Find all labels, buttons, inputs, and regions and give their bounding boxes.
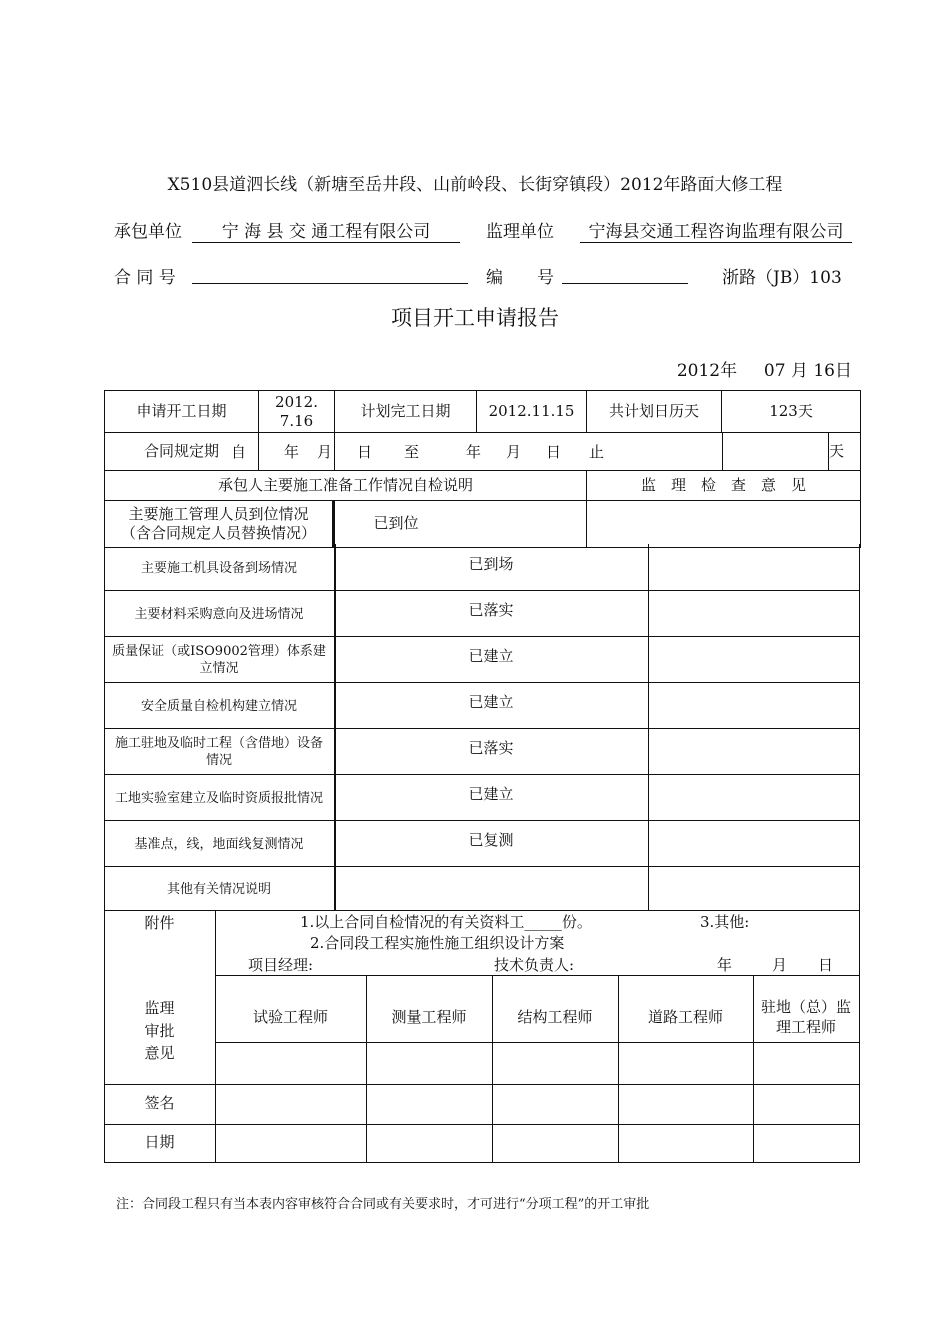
table-rule bbox=[104, 682, 860, 683]
self-check-header: 承包人主要施工准备工作情况自检说明 bbox=[105, 471, 587, 501]
table-rule bbox=[104, 774, 105, 821]
table-rule bbox=[859, 544, 860, 591]
table-rule bbox=[366, 975, 367, 1162]
table-rule bbox=[859, 728, 860, 775]
table-rule bbox=[492, 975, 493, 1162]
supervision-header: 监 理 检 查 意 见 bbox=[587, 471, 861, 501]
section-header-row bbox=[105, 471, 861, 501]
checklist-status: 已到位 bbox=[373, 514, 419, 532]
contract-no-label: 合 同 号 bbox=[114, 268, 176, 288]
checklist-item: 基准点，线，地面线复测情况 bbox=[134, 836, 304, 852]
table-rule bbox=[859, 636, 860, 683]
serial-field bbox=[562, 263, 688, 284]
apply-date-label: 申请开工日期 bbox=[105, 391, 259, 432]
supervisor-value: 宁海县交通工程咨询监理有限公司 bbox=[580, 217, 852, 243]
attachment-label: 附件 bbox=[144, 914, 175, 932]
table-rule bbox=[104, 636, 860, 637]
contract-period-label: 合同规定期 bbox=[105, 433, 259, 470]
table-rule bbox=[648, 636, 649, 683]
table-rule bbox=[104, 728, 860, 729]
checklist-status: 已建立 bbox=[468, 693, 514, 711]
checklist-item: 主要施工机具设备到场情况 bbox=[140, 560, 297, 576]
checklist-status: 已复测 bbox=[468, 831, 514, 849]
contract-no-field bbox=[192, 263, 468, 284]
table-rule bbox=[104, 774, 860, 775]
table-rule bbox=[859, 590, 860, 637]
apply-date-value: 2012. 7.16 bbox=[275, 392, 318, 430]
checklist-item: 质量保证（或ISO9002管理）体系建 立情况 bbox=[112, 644, 326, 676]
table-rule bbox=[104, 866, 105, 911]
contractor-value: 宁 海 县 交 通工程有限公司 bbox=[192, 217, 460, 243]
table-rule bbox=[648, 590, 649, 637]
table-rule bbox=[104, 590, 105, 637]
plan-date-value: 2012.11.15 bbox=[488, 402, 575, 421]
report-date bbox=[677, 356, 852, 381]
table-rule bbox=[104, 1124, 860, 1125]
table-rule bbox=[859, 774, 860, 821]
report-date-month: 07 月 bbox=[763, 361, 808, 381]
table-rule bbox=[215, 1042, 860, 1043]
report-date-year: 2012年 bbox=[676, 361, 738, 381]
table-rule bbox=[648, 774, 649, 821]
attachment-year: 年 bbox=[717, 956, 733, 974]
footnote: 注：合同段工程只有当本表内容审核符合合同或有关要求时，才可进行“分项工程”的开工审批 bbox=[116, 1197, 650, 1212]
total-days-value: 123天 bbox=[769, 402, 813, 421]
checklist-status: 已建立 bbox=[468, 785, 514, 803]
approver-role: 测量工程师 bbox=[391, 1008, 467, 1026]
contractor-label: 承包单位 bbox=[114, 222, 182, 242]
table-rule bbox=[104, 820, 860, 821]
table-rule bbox=[104, 544, 105, 591]
tech-lead-label: 技术负责人: bbox=[494, 956, 575, 974]
plan-date-label: 计划完工日期 bbox=[335, 391, 477, 432]
table-rule bbox=[104, 866, 860, 867]
project-title: X510县道泗长线（新塘至岳井段、山前岭段、长街穿镇段）2012年路面大修工程 bbox=[167, 175, 783, 195]
checklist-status: 已建立 bbox=[468, 647, 514, 665]
table-rule bbox=[859, 682, 860, 729]
approver-role: 试验工程师 bbox=[252, 1008, 328, 1026]
sign-label: 签名 bbox=[144, 1094, 175, 1112]
table-rule bbox=[104, 820, 105, 867]
table-rule bbox=[104, 728, 105, 775]
supervisor-label: 监理单位 bbox=[486, 222, 554, 242]
checklist-row bbox=[105, 501, 861, 548]
approver-role: 驻地（总）监 理工程师 bbox=[760, 998, 851, 1036]
attachment-month: 月 bbox=[772, 956, 788, 974]
checklist-item: 其他有关情况说明 bbox=[166, 881, 271, 897]
date-label: 日期 bbox=[144, 1133, 175, 1151]
table-rule bbox=[104, 1084, 860, 1085]
contract-days-unit: 天 bbox=[829, 442, 845, 461]
checklist-item: 安全质量自检机构建立情况 bbox=[140, 698, 297, 714]
checklist-item: 施工驻地及临时工程（含借地）设备 情况 bbox=[114, 736, 323, 768]
approver-role: 道路工程师 bbox=[647, 1008, 723, 1026]
table-rule bbox=[104, 910, 860, 911]
checklist-status: 已落实 bbox=[468, 601, 514, 619]
table-rule bbox=[648, 728, 649, 775]
table-rule bbox=[648, 544, 649, 591]
attachment-line2: 2.合同段工程实施性施工组织设计方案 bbox=[310, 934, 565, 952]
approver-role: 结构工程师 bbox=[517, 1008, 593, 1026]
project-manager-label: 项目经理: bbox=[248, 956, 314, 974]
approval-label: 监理 审批 意见 bbox=[144, 999, 175, 1062]
attachment-day: 日 bbox=[818, 956, 834, 974]
application-form-table bbox=[104, 390, 861, 548]
table-rule bbox=[104, 682, 105, 729]
report-date-day: 16日 bbox=[813, 361, 852, 381]
table-rule bbox=[859, 820, 860, 867]
table-rule bbox=[859, 866, 860, 911]
checklist-item: 工地实验室建立及临时资质报批情况 bbox=[114, 790, 323, 806]
contract-period-range: 自 年 月 日 至 年 月 日 止 bbox=[231, 443, 605, 461]
table-rule bbox=[334, 866, 336, 911]
table-rule bbox=[104, 636, 105, 683]
table-rule bbox=[648, 682, 649, 729]
table-rule bbox=[618, 975, 619, 1162]
contract-period-row bbox=[105, 433, 861, 471]
checklist-item: 主要材料采购意向及进场情况 bbox=[134, 606, 304, 622]
report-title: 项目开工申请报告 bbox=[391, 306, 559, 330]
checklist-item: 主要施工管理人员到位情况 （含合同规定人员替换情况） bbox=[105, 501, 334, 547]
table-rule bbox=[648, 820, 649, 867]
table-rule bbox=[104, 590, 860, 591]
attachment-line1: 1.以上合同自检情况的有关资料工_____份。 bbox=[300, 913, 592, 931]
doc-code: 浙路（JB）103 bbox=[722, 268, 842, 288]
total-days-label: 共计划日历天 bbox=[587, 391, 722, 432]
supervision-opinion bbox=[587, 501, 861, 548]
serial-label: 编 号 bbox=[486, 268, 554, 288]
attachment-other: 3.其他: bbox=[700, 913, 750, 931]
table-rule bbox=[648, 866, 649, 911]
checklist-status: 已落实 bbox=[468, 739, 514, 757]
checklist-status: 已到场 bbox=[468, 555, 514, 573]
dates-row bbox=[105, 391, 861, 433]
table-rule bbox=[104, 1162, 860, 1163]
